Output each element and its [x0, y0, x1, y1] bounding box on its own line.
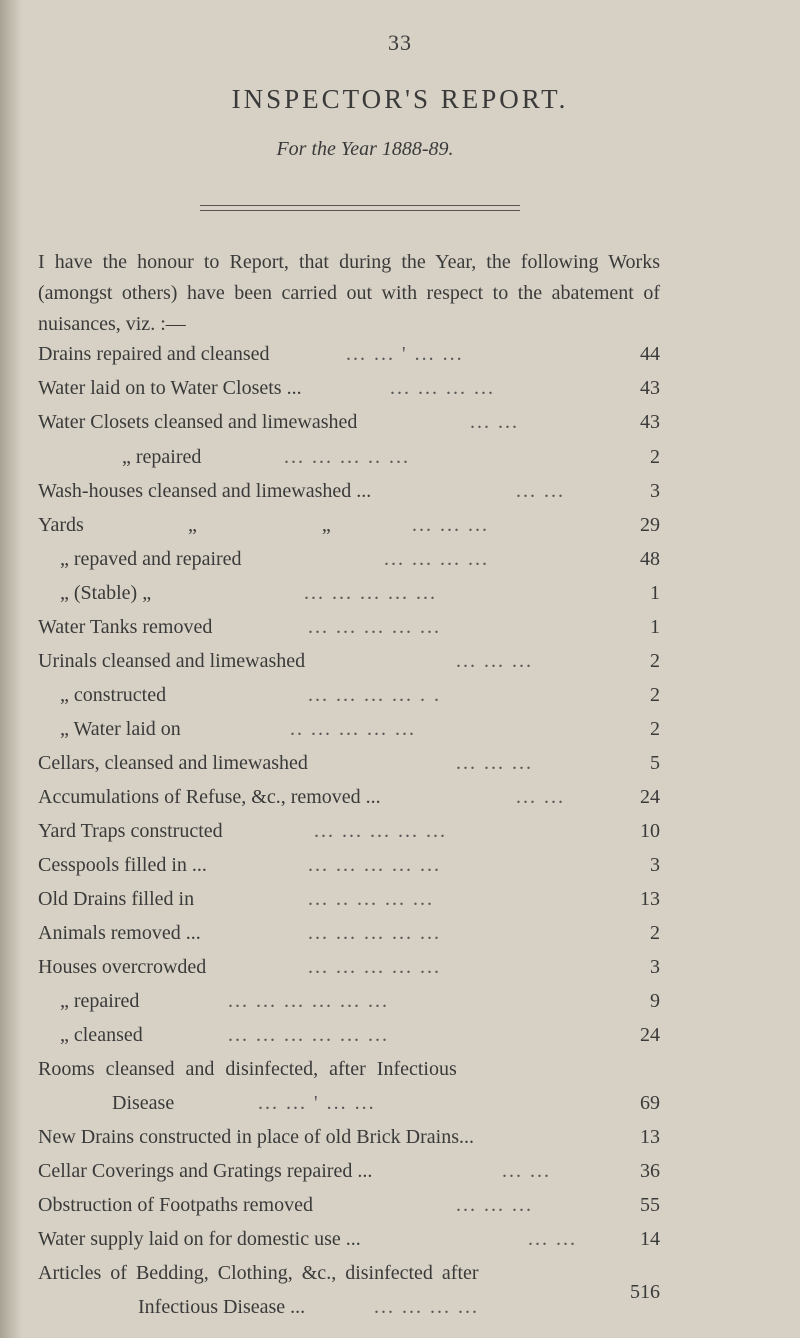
- item-leader: ... ...: [516, 786, 565, 808]
- item-value: 14: [640, 1228, 660, 1250]
- item-leader: ... ... ' ... ...: [346, 343, 464, 365]
- item-leader: ... .. ... ... ...: [308, 888, 434, 910]
- item-value: 2: [650, 446, 660, 468]
- item-label: Articles of Bedding, Clothing, &c., disinfected after: [38, 1262, 479, 1284]
- item-label: Accumulations of Refuse, &c., removed ...: [38, 786, 381, 808]
- item-leader: ... ... ...: [456, 1194, 533, 1216]
- item-leader: ... ...: [528, 1228, 577, 1250]
- item-label: Water laid on to Water Closets ...: [38, 377, 302, 399]
- item-label: Drains repaired and cleansed: [38, 343, 270, 365]
- item-value: 1: [650, 582, 660, 604]
- item-value: 24: [640, 1024, 660, 1046]
- item-leader: ... ... ...: [412, 514, 489, 536]
- item-value: 2: [650, 684, 660, 706]
- report-title: INSPECTOR'S REPORT.: [231, 84, 569, 114]
- item-value: 10: [640, 820, 660, 842]
- item-value: 69: [640, 1092, 660, 1114]
- item-label: Water supply laid on for domestic use ...: [38, 1228, 361, 1250]
- page-number: 33: [388, 30, 412, 55]
- item-label: Cellar Coverings and Gratings repaired ...: [38, 1160, 373, 1182]
- item-value: 13: [640, 888, 660, 910]
- item-label: „ Water laid on: [60, 718, 181, 740]
- item-leader: ... ... ... .. ...: [284, 446, 410, 468]
- item-value: 3: [650, 854, 660, 876]
- item-label-continuation: Infectious Disease ...: [138, 1296, 306, 1318]
- item-value: 516: [630, 1281, 660, 1303]
- item-label: Rooms cleansed and disinfected, after Infectious: [38, 1058, 457, 1080]
- item-value: 1: [650, 616, 660, 638]
- item-leader: ... ... ... ...: [390, 377, 495, 399]
- item-value: 3: [650, 480, 660, 502]
- item-value: 2: [650, 650, 660, 672]
- item-leader: ... ... ... ... ...: [308, 854, 441, 876]
- item-value: 36: [640, 1160, 660, 1182]
- item-label: „ (Stable) „: [60, 582, 152, 604]
- item-label: Cesspools filled in ...: [38, 854, 207, 876]
- item-label: Animals removed ...: [38, 922, 201, 944]
- item-value: 13: [640, 1126, 660, 1148]
- item-label: Wash-houses cleansed and limewashed ...: [38, 480, 372, 502]
- item-leader: .. ... ... ... ...: [290, 718, 416, 740]
- item-leader: ... ...: [470, 411, 519, 433]
- item-leader: ... ... ... ...: [384, 548, 489, 570]
- item-leader: ... ... ... ... ... ...: [228, 1024, 389, 1046]
- item-value: 3: [650, 956, 660, 978]
- item-leader: ... ... ... ... . .: [308, 684, 441, 706]
- item-label: New Drains constructed in place of old Brick Drains...: [38, 1126, 474, 1148]
- item-leader: ... ... ... ... ...: [308, 616, 441, 638]
- item-value: 24: [640, 786, 660, 808]
- item-label: Old Drains filled in: [38, 888, 195, 910]
- item-value: 43: [640, 411, 660, 433]
- item-value: 9: [650, 990, 660, 1012]
- item-label: Obstruction of Footpaths removed: [38, 1194, 313, 1216]
- item-leader: ... ...: [516, 480, 565, 502]
- item-value: 43: [640, 377, 660, 399]
- item-leader: ... ... ... ... ...: [314, 820, 447, 842]
- item-leader: ... ... ... ... ...: [308, 922, 441, 944]
- item-value: 55: [640, 1194, 660, 1216]
- item-label: Water Tanks removed: [38, 616, 213, 638]
- item-value: 2: [650, 922, 660, 944]
- item-label: Yards: [38, 514, 84, 536]
- item-label: Cellars, cleansed and limewashed: [38, 752, 308, 774]
- intro-paragraph: I have the honour to Report, that during the Year, the following Works (amongst others) have been carried out with respect to the abatement of nuisances, viz. :—: [38, 251, 660, 335]
- item-label: Yard Traps constructed: [38, 820, 223, 842]
- item-leader: ... ... ... ... ... ...: [228, 990, 389, 1012]
- item-label: „ repaired: [60, 990, 140, 1012]
- item-label: „ repaired: [122, 446, 202, 468]
- report-subtitle: For the Year 1888-89.: [276, 138, 454, 160]
- item-leader: ... ... ...: [456, 752, 533, 774]
- item-label: „ repaved and repaired: [60, 548, 242, 570]
- item-label-continuation: Disease: [112, 1092, 175, 1114]
- item-value: 2: [650, 718, 660, 740]
- item-leader: ... ... ... ... ...: [308, 956, 441, 978]
- item-label: „ constructed: [60, 684, 167, 706]
- item-label: Houses overcrowded: [38, 956, 207, 978]
- ditto-marks: „ „: [188, 514, 331, 536]
- item-leader: ... ... ...: [456, 650, 533, 672]
- item-leader: ... ...: [502, 1160, 551, 1182]
- item-leader: ... ... ' ... ...: [258, 1092, 376, 1114]
- item-value: 29: [640, 514, 660, 536]
- item-label: „ cleansed: [60, 1024, 143, 1046]
- item-value: 48: [640, 548, 660, 570]
- item-leader: ... ... ... ... ...: [304, 582, 437, 604]
- item-leader: ... ... ... ...: [374, 1296, 479, 1318]
- item-value: 44: [640, 343, 660, 365]
- item-label: Water Closets cleansed and limewashed: [38, 411, 358, 433]
- item-value: 5: [650, 752, 660, 774]
- item-label: Urinals cleansed and limewashed: [38, 650, 306, 672]
